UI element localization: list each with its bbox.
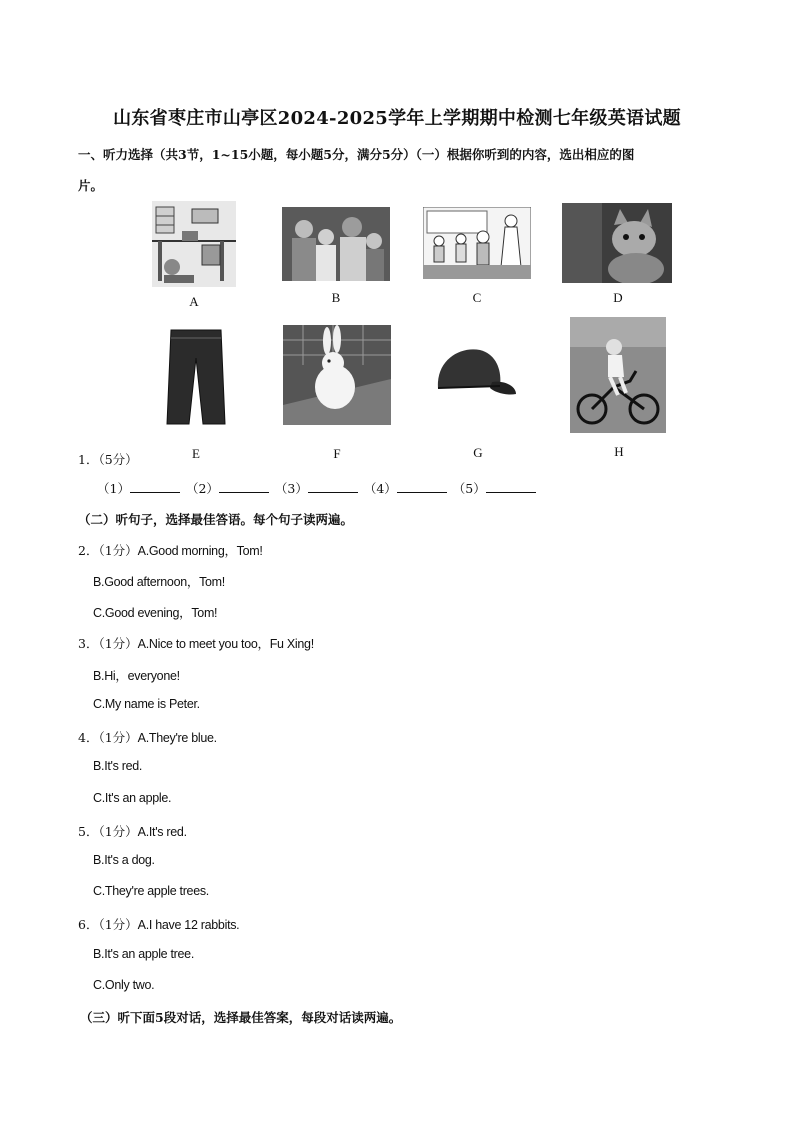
- question-6-option-b[interactable]: B.It's an apple tree.: [93, 947, 195, 961]
- picture-f-rabbit-icon: [283, 325, 391, 425]
- question-4-option-a[interactable]: A.They're blue.: [137, 731, 217, 745]
- picture-a-label: A: [189, 294, 199, 309]
- question-5-option-b[interactable]: B.It's a dog.: [93, 853, 155, 867]
- question-3-stem: 3．（1分）: [78, 636, 138, 651]
- section1-instructions: 一、听力选择（共3节，1~15小题，每小题5分，满分5分）（一）根据你听到的内容，选出相应的图: [78, 147, 635, 162]
- question-6-option-c[interactable]: C.Only two.: [93, 978, 155, 992]
- question-4: [78, 728, 217, 746]
- picture-d-label: D: [613, 290, 623, 305]
- picture-e-pants-icon: [165, 328, 227, 426]
- answer-blank-1[interactable]: [130, 480, 180, 493]
- question-6-option-a[interactable]: A.I have 12 rabbits.: [137, 918, 240, 932]
- picture-c-classroom-icon: [423, 207, 531, 279]
- blank-label-4: （4）: [363, 481, 397, 496]
- question-1-stem: 1．（5分）: [78, 452, 138, 467]
- question-2-option-b[interactable]: B.Good afternoon，Tom!: [93, 575, 225, 589]
- page-title: 山东省枣庄市山亭区2024-2025学年上学期期中检测七年级英语试题: [113, 108, 681, 129]
- picture-g-label: G: [473, 445, 483, 460]
- question-5-option-a[interactable]: A.It's red.: [137, 825, 187, 839]
- answer-blank-2[interactable]: [219, 480, 269, 493]
- question-4-option-c[interactable]: C.It's an apple.: [93, 791, 172, 805]
- question-5-stem: 5．（1分）: [78, 824, 138, 839]
- question-6-stem: 6．（1分）: [78, 917, 138, 932]
- answer-blank-3[interactable]: [308, 480, 358, 493]
- blank-label-5: （5）: [452, 481, 486, 496]
- question-3-option-b[interactable]: B.Hi，everyone!: [93, 669, 180, 683]
- question-1-answer-blanks: [97, 479, 538, 497]
- section1-instructions-cont: 片。: [78, 178, 104, 193]
- question-2: [78, 541, 263, 559]
- question-4-stem: 4．（1分）: [78, 730, 138, 745]
- picture-g-cap-icon: [432, 342, 518, 402]
- question-6: [78, 915, 239, 933]
- picture-b-family-photo-icon: [282, 207, 390, 281]
- question-3-option-a[interactable]: A.Nice to meet you too，Fu Xing!: [137, 637, 314, 651]
- question-2-option-a[interactable]: A.Good morning，Tom!: [137, 544, 263, 558]
- picture-a-study-room-icon: [152, 201, 236, 287]
- blank-label-3: （3）: [274, 481, 308, 496]
- question-4-option-b[interactable]: B.It's red.: [93, 759, 143, 773]
- section3-instructions: （三）听下面5段对话，选择最佳答案，每段对话读两遍。: [80, 1010, 402, 1025]
- picture-h-girl-riding-bike-icon: [570, 317, 666, 433]
- question-2-stem: 2．（1分）: [78, 543, 138, 558]
- picture-f-label: F: [333, 446, 341, 461]
- picture-h-label: H: [614, 444, 624, 459]
- picture-e-label: E: [192, 446, 200, 461]
- question-2-option-c[interactable]: C.Good evening，Tom!: [93, 606, 218, 620]
- question-3-option-c[interactable]: C.My name is Peter.: [93, 697, 200, 711]
- question-5: [78, 822, 187, 840]
- answer-blank-5[interactable]: [486, 480, 536, 493]
- blank-label-2: （2）: [185, 481, 219, 496]
- picture-b-label: B: [331, 290, 341, 305]
- answer-blank-4[interactable]: [397, 480, 447, 493]
- picture-d-cat-icon: [562, 203, 672, 283]
- question-5-option-c[interactable]: C.They're apple trees.: [93, 884, 209, 898]
- blank-label-1: （1）: [97, 481, 130, 496]
- picture-c-label: C: [472, 290, 482, 305]
- question-3: [78, 634, 314, 652]
- section2-instructions: （二）听句子，选择最佳答语。每个句子读两遍。: [78, 512, 354, 527]
